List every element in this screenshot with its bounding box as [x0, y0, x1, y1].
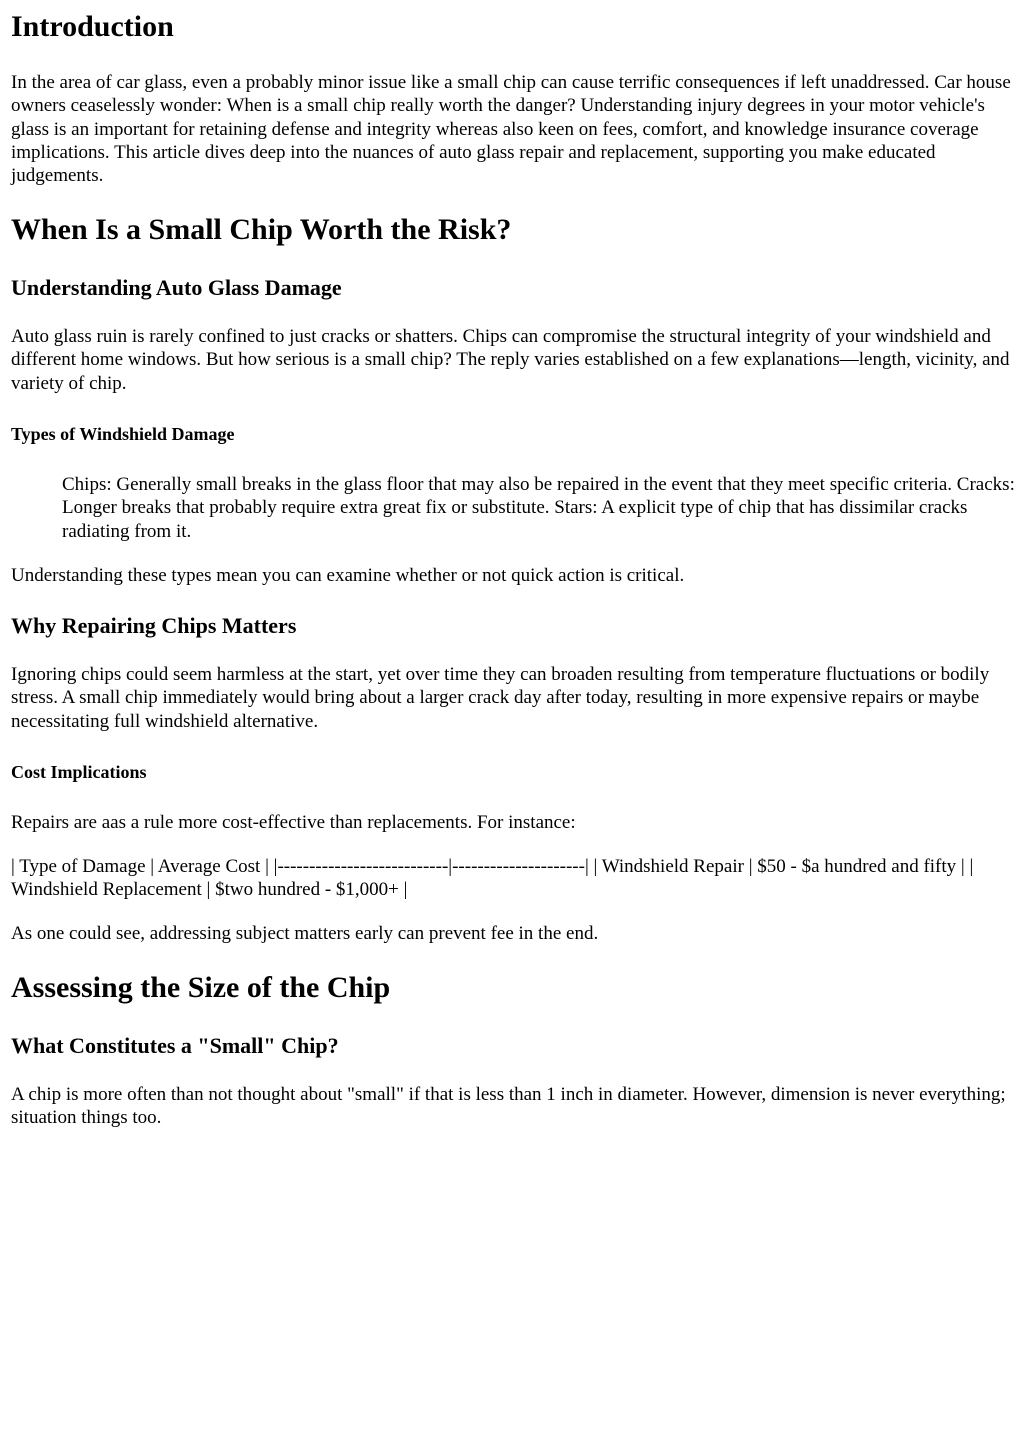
- why-paragraph: Ignoring chips could seem harmless at the start, yet over time they can broaden resulting from temperature fluctuations or bodily stress. A small chip immediately would bring about a larger crack day after today, resulting in more expensive repairs or maybe necessitating full windshield alternative.: [11, 664, 990, 732]
- section-heading-small-chip-risk: When Is a Small Chip Worth the Risk?: [11, 213, 512, 246]
- cost-conclusion-paragraph: As one could see, addressing subject matters early can prevent fee in the end.: [11, 923, 599, 944]
- intro-paragraph: In the area of car glass, even a probably minor issue like a small chip can cause terrific consequences if left unaddressed. Car house owners ceaselessly wonder: When is a small chip really worth the danger? Understanding injury degrees in your motor vehicle's glass is an important for retaining defense and integrity whereas also keen on fees, comfort, and knowledge insurance coverage implications. This article dives deep into the nuances of auto glass repair and replacement, supporting you make educated judgements.: [11, 72, 1011, 187]
- understanding-paragraph: Auto glass ruin is rarely confined to just cracks or shatters. Chips can compromise the structural integrity of your windshield and different home windows. But how serious is a small chip? The reply varies established on a few explanations—length, vicinity, and variety of chip.: [11, 326, 1010, 394]
- subheading-types-of-damage: Types of Windshield Damage: [11, 424, 235, 444]
- cost-table-text: | Type of Damage | Average Cost | |---------------------------|---------------------| | Windshield Repair | $50 - $a hundred and fifty | | Windshield Replacement | $two hundred - $1,000+ |: [11, 856, 974, 901]
- subheading-cost-implications: Cost Implications: [11, 762, 147, 782]
- section-heading-chip-size: Assessing the Size of the Chip: [11, 971, 391, 1004]
- types-followup-paragraph: Understanding these types mean you can examine whether or not quick action is critical.: [11, 565, 685, 586]
- small-chip-paragraph: A chip is more often than not thought about "small" if that is less than 1 inch in diameter. However, dimension is never everything; situation things too.: [11, 1084, 1006, 1129]
- types-blockquote: Chips: Generally small breaks in the glass floor that may also be repaired in the event that they meet specific criteria. Cracks: Longer breaks that probably require extra great fix or substitute. Stars: A explicit type of chip that has dissimilar cracks radiating from it.: [62, 474, 1015, 542]
- intro-heading: Introduction: [11, 10, 174, 43]
- cost-paragraph: Repairs are aas a rule more cost-effective than replacements. For instance:: [11, 812, 576, 833]
- subheading-small-chip: What Constitutes a "Small" Chip?: [11, 1033, 339, 1058]
- subheading-understanding-damage: Understanding Auto Glass Damage: [11, 275, 342, 300]
- subheading-why-repair: Why Repairing Chips Matters: [11, 613, 297, 638]
